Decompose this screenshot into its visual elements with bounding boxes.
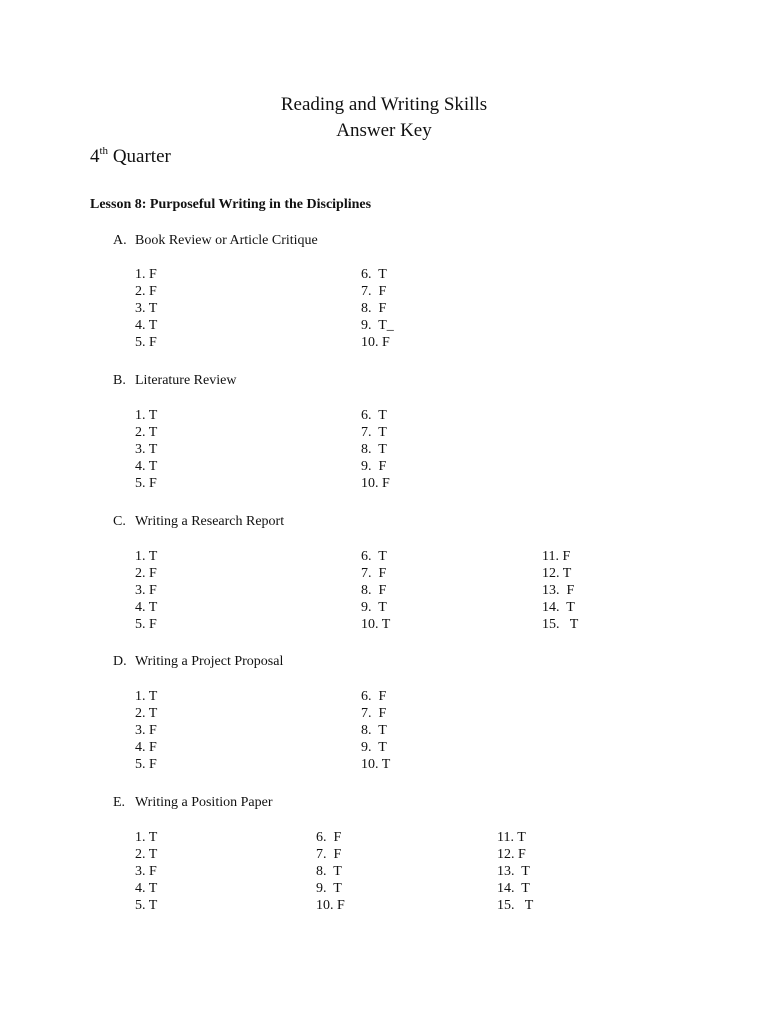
answer-item: 5. F (135, 476, 157, 491)
answer-item: 13. F (542, 583, 575, 598)
answer-item: 3. F (135, 583, 157, 598)
answer-item: 2. T (135, 706, 158, 721)
answer-item: 6. T (361, 549, 387, 564)
section-title: Writing a Research Report (135, 514, 285, 529)
answer-item: 1. T (135, 689, 158, 704)
answer-item: 4. T (135, 600, 158, 615)
answer-item: 13. T (497, 864, 530, 879)
answer-item: 9. T (316, 881, 342, 896)
answer-item: 1. T (135, 549, 158, 564)
answer-item: 5. F (135, 757, 157, 772)
answer-column (135, 829, 157, 914)
lesson-heading: Lesson 8: Purposeful Writing in the Disciplines (90, 197, 372, 212)
answer-item: 8. F (361, 301, 387, 316)
answer-column (135, 688, 157, 773)
answer-item: 7. F (361, 566, 387, 581)
quarter-heading (90, 146, 171, 168)
answer-item: 4. T (135, 318, 158, 333)
answer-column (497, 829, 533, 914)
answer-item: 2. F (135, 284, 157, 299)
answer-item: 8. T (361, 723, 387, 738)
answer-item: 3. T (135, 301, 158, 316)
answer-item: 5. F (135, 617, 157, 632)
answer-item: 1. T (135, 408, 158, 423)
answer-column (542, 548, 578, 633)
answer-item: 11. T (497, 830, 526, 845)
answer-item: 5. F (135, 335, 157, 350)
answer-item: 10. F (361, 476, 390, 491)
answer-item: 11. F (542, 549, 571, 564)
answer-item: 6. F (361, 689, 387, 704)
answer-column (361, 688, 390, 773)
section-title: Book Review or Article Critique (135, 233, 318, 248)
answer-item: 1. F (135, 267, 157, 282)
answer-item: 5. T (135, 898, 158, 913)
answer-item: 12. T (542, 566, 572, 581)
answer-item: 10. T (361, 757, 391, 772)
answer-item: 10. F (316, 898, 345, 913)
document-subtitle: Answer Key (336, 120, 432, 141)
answer-item: 4. T (135, 459, 158, 474)
answer-item: 6. F (316, 830, 342, 845)
answer-item: 15. T (542, 617, 579, 632)
quarter-number: 4 (90, 146, 100, 167)
answer-item: 2. T (135, 847, 158, 862)
answer-item: 4. F (135, 740, 157, 755)
answer-item: 10. T (361, 617, 391, 632)
answer-item: 3. F (135, 864, 157, 879)
section-title: Writing a Project Proposal (135, 654, 284, 669)
answer-item: 9. T_ (361, 318, 394, 333)
answer-column (361, 266, 394, 351)
answer-item: 7. T (361, 425, 387, 440)
answer-item: 8. T (316, 864, 342, 879)
answer-item: 8. T (361, 442, 387, 457)
answer-item: 7. F (361, 706, 387, 721)
answer-item: 9. T (361, 740, 387, 755)
answer-item: 6. T (361, 408, 387, 423)
answer-item: 8. F (361, 583, 387, 598)
answer-item: 1. T (135, 830, 158, 845)
answer-item: 14. T (542, 600, 575, 615)
answer-item: 7. F (316, 847, 342, 862)
answer-item: 2. F (135, 566, 157, 581)
section-letter: D. (113, 654, 127, 669)
answer-column (135, 407, 157, 492)
answer-item: 2. T (135, 425, 158, 440)
answer-item: 14. T (497, 881, 530, 896)
document-title: Reading and Writing Skills (280, 94, 488, 115)
answer-item: 9. F (361, 459, 387, 474)
answer-column (135, 548, 157, 633)
section-title: Writing a Position Paper (135, 795, 273, 810)
section-letter: A. (113, 233, 127, 248)
answer-item: 7. F (361, 284, 387, 299)
answer-item: 10. F (361, 335, 390, 350)
answer-column (316, 829, 345, 914)
answer-item: 3. F (135, 723, 157, 738)
quarter-ordinal-suffix: th (99, 145, 109, 157)
answer-column (135, 266, 157, 351)
section-letter: E. (113, 795, 126, 810)
answer-column (361, 548, 390, 633)
section-letter: B. (113, 373, 126, 388)
section-title: Literature Review (135, 373, 237, 388)
answer-item: 6. T (361, 267, 387, 282)
answer-item: 9. T (361, 600, 387, 615)
answer-item: 4. T (135, 881, 158, 896)
quarter-label: Quarter (108, 146, 171, 167)
answer-column (361, 407, 390, 492)
section-letter: C. (113, 514, 126, 529)
answer-item: 15. T (497, 898, 534, 913)
answer-item: 12. F (497, 847, 526, 862)
answer-item: 3. T (135, 442, 158, 457)
